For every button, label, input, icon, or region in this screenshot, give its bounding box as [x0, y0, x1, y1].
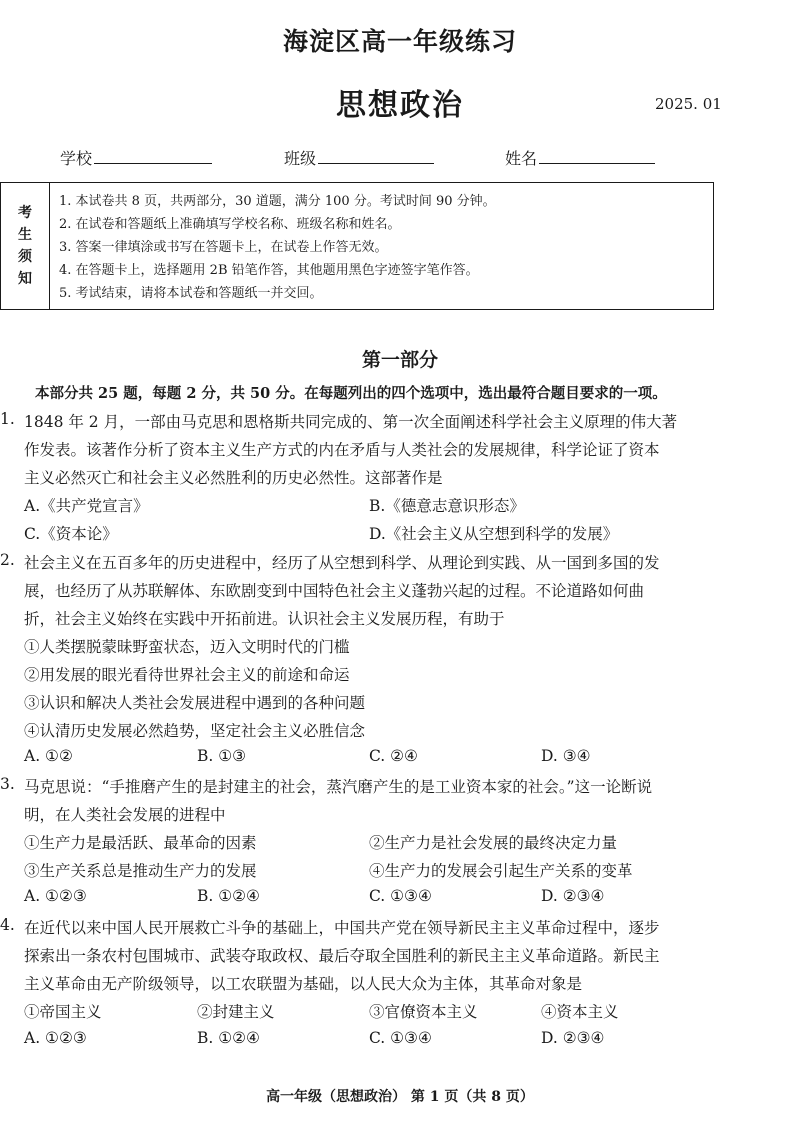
- question-number: 3.: [0, 775, 15, 793]
- statement-item: ③官僚资本主义: [369, 1003, 478, 1021]
- exam-notice-box: [0, 182, 714, 310]
- notice-label: 考 生 须 知: [1, 183, 50, 309]
- school-field[interactable]: [60, 146, 212, 169]
- question-number: 2.: [0, 551, 15, 569]
- statement-item: ④资本主义: [541, 1003, 619, 1021]
- question-number: 4.: [0, 916, 15, 934]
- statement-item: ②封建主义: [197, 1003, 275, 1021]
- statement-item: ③生产关系总是推动生产力的发展: [24, 862, 257, 880]
- option-c[interactable]: C. ①③④: [369, 887, 432, 905]
- statement-item: ③认识和解决人类社会发展进程中遇到的各种问题: [24, 694, 366, 712]
- option-b[interactable]: B. ①②④: [197, 1029, 260, 1047]
- option-b[interactable]: B.《德意志意识形态》: [369, 497, 525, 515]
- question-stem-line: 作发表。该著作分析了资本主义生产方式的内在矛盾与人类社会的发展规律，科学论证了资本: [24, 441, 660, 459]
- page-footer: 高一年级（思想政治） 第 1 页（共 8 页）: [266, 1089, 534, 1105]
- statement-item: ②用发展的眼光看待世界社会主义的前途和命运: [24, 666, 350, 684]
- question-stem-line: 展，也经历了从苏联解体、东欧剧变到中国特色社会主义蓬勃兴起的过程。不论道路如何曲: [24, 582, 645, 600]
- option-d[interactable]: D. ②③④: [541, 1029, 605, 1047]
- subject-title: 思想政治: [336, 88, 464, 123]
- notice-item: 2. 在试卷和答题纸上准确填写学校名称、班级名称和姓名。: [59, 217, 401, 232]
- name-field[interactable]: [505, 146, 655, 169]
- question-stem-line: 折，社会主义始终在实践中开拓前进。认识社会主义发展历程，有助于: [24, 610, 505, 628]
- statement-item: ②生产力是社会发展的最终决定力量: [369, 834, 618, 852]
- question-stem-line: 探索出一条农村包围城市、武装夺取政权、最后夺取全国胜利的新民主主义革命道路。新民主: [24, 947, 660, 965]
- option-a[interactable]: A. ①②③: [24, 1029, 87, 1047]
- statement-item: ①帝国主义: [24, 1003, 102, 1021]
- school-label: 学校: [60, 149, 93, 168]
- exam-title: 海淀区高一年级练习: [282, 27, 517, 56]
- statement-item: ④生产力的发展会引起生产关系的变革: [369, 862, 633, 880]
- option-c[interactable]: C.《资本论》: [24, 525, 118, 543]
- option-b[interactable]: B. ①②④: [197, 887, 260, 905]
- section-instruction: 本部分共 25 题，每题 2 分，共 50 分。在每题列出的四个选项中，选出最符合题目要求的一项。: [35, 385, 667, 402]
- question-stem-line: 主义必然灭亡和社会主义必然胜利的历史必然性。这部著作是: [24, 469, 443, 487]
- notice-item: 4. 在答题卡上，选择题用 2B 铅笔作答，其他题用黑色字迹签字笔作答。: [59, 263, 479, 278]
- question-number: 1.: [0, 410, 15, 428]
- class-blank[interactable]: [318, 149, 434, 164]
- question-stem-line: 明，在人类社会发展的进程中: [24, 806, 226, 824]
- question-stem-line: 1848 年 2 月，一部由马克思和恩格斯共同完成的、第一次全面阐述科学社会主义原理的伟大著: [24, 413, 678, 431]
- notice-item: 3. 答案一律填涂或书写在答题卡上，在试卷上作答无效。: [59, 240, 388, 255]
- option-a[interactable]: A. ①②③: [24, 887, 87, 905]
- option-a[interactable]: A. ①②: [24, 747, 73, 765]
- option-d[interactable]: D. ③④: [541, 747, 591, 765]
- option-a[interactable]: A.《共产党宣言》: [24, 497, 149, 515]
- exam-date: 2025. 01: [655, 95, 722, 113]
- name-label: 姓名: [505, 149, 538, 168]
- option-c[interactable]: C. ①③④: [369, 1029, 432, 1047]
- option-b[interactable]: B. ①③: [197, 747, 247, 765]
- notice-item: 1. 本试卷共 8 页，共两部分，30 道题，满分 100 分。考试时间 90 分钟。: [59, 194, 496, 209]
- option-d[interactable]: D. ②③④: [541, 887, 605, 905]
- question-stem-line: 在近代以来中国人民开展救亡斗争的基础上，中国共产党在领导新民主主义革命过程中，逐步: [24, 919, 660, 937]
- question-stem-line: 马克思说：“手推磨产生的是封建主的社会，蒸汽磨产生的是工业资本家的社会。”这一论断说: [24, 778, 653, 796]
- name-blank[interactable]: [539, 149, 655, 164]
- statement-item: ①生产力是最活跃、最革命的因素: [24, 834, 257, 852]
- option-c[interactable]: C. ②④: [369, 747, 418, 765]
- question-stem-line: 社会主义在五百多年的历史进程中，经历了从空想到科学、从理论到实践、从一国到多国的发: [24, 554, 660, 572]
- statement-item: ④认清历史发展必然趋势，坚定社会主义必胜信念: [24, 722, 366, 740]
- class-field[interactable]: [284, 146, 434, 169]
- statement-item: ①人类摆脱蒙昧野蛮状态，迈入文明时代的门槛: [24, 638, 350, 656]
- option-d[interactable]: D.《社会主义从空想到科学的发展》: [369, 525, 619, 543]
- school-blank[interactable]: [94, 149, 212, 164]
- section-title: 第一部分: [361, 349, 438, 371]
- class-label: 班级: [284, 149, 317, 168]
- notice-list: [59, 190, 496, 305]
- notice-item: 5. 考试结束，请将本试卷和答题纸一并交回。: [59, 286, 323, 301]
- question-stem-line: 主义革命由无产阶级领导，以工农联盟为基础，以人民大众为主体，其革命对象是: [24, 975, 583, 993]
